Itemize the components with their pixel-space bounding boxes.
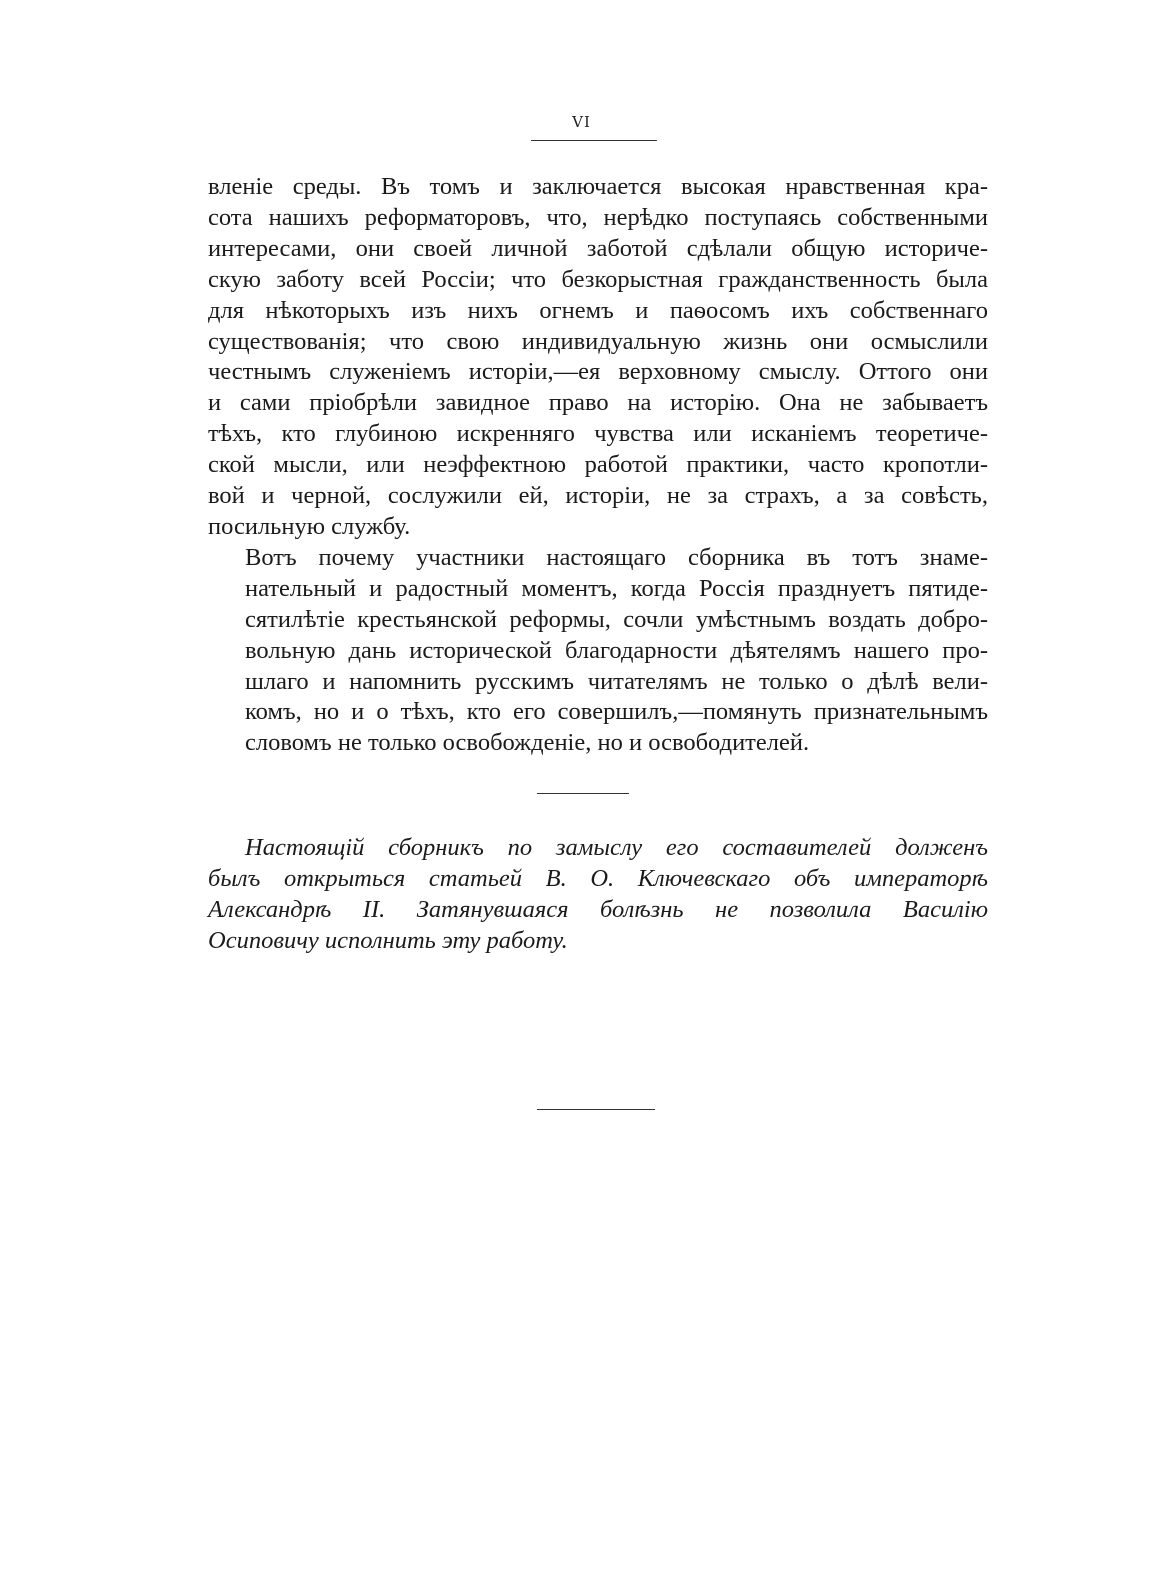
editorial-note	[208, 833, 988, 957]
text-line: вой и черной, сослужили ей, исторіи, не за страхъ, а за совѣсть,	[208, 482, 988, 510]
text-line: комъ, но и о тѣхъ, кто его совершилъ,—помянуть признательнымъ	[245, 698, 988, 726]
note-line: былъ открыться статьей В. О. Ключевскаго объ императорѣ	[208, 864, 988, 892]
text-line: сятилѣтіе крестьянской реформы, сочли умѣстнымъ воздать добро-	[245, 605, 988, 633]
note-line: Настоящій сборникъ по замыслу его составителей долженъ	[245, 834, 988, 861]
text-line: вленіе среды. Въ томъ и заключается высокая нравственная кра-	[208, 173, 988, 200]
text-line: тѣхъ, кто глубиною искренняго чувства или исканіемъ теоретиче-	[208, 420, 988, 448]
text-line: вольную дань исторической благодарности дѣятелямъ нашего про-	[245, 636, 988, 664]
text-line: сота нашихъ реформаторовъ, что, нерѣдко поступаясь собственными	[208, 203, 988, 231]
text-line: существованія; что свою индивидуальную жизнь они осмыслили	[208, 327, 988, 355]
text-line: честнымъ служеніемъ исторіи,—ея верховному смыслу. Оттого они	[208, 358, 988, 386]
text-line: и сами пріобрѣли завидное право на исторію. Она не забываетъ	[208, 389, 988, 417]
note-line: Александрѣ II. Затянувшаяся болѣзнь не позволила Василію	[208, 895, 988, 923]
text-line: интересами, они своей личной заботой сдѣлали общую историче-	[208, 234, 988, 262]
text-line: посильную службу.	[208, 512, 411, 540]
text-line: ской мысли, или неэффектною работой практики, часто кропотли-	[208, 451, 988, 479]
text-line: нательный и радостный моментъ, когда Россія празднуетъ пятиде-	[245, 574, 988, 602]
main-text	[208, 172, 988, 759]
paragraph-2	[208, 543, 988, 759]
text-line: для нѣкоторыхъ изъ нихъ огнемъ и паѳосомъ ихъ собственнаго	[208, 296, 988, 324]
text-line: Вотъ почему участники настоящаго сборника въ тотъ знаме-	[245, 543, 988, 571]
header-rule	[531, 140, 657, 141]
paragraph-1	[208, 172, 988, 543]
section-divider	[537, 793, 629, 794]
text-line: словомъ не только освобожденіе, но и освободителей.	[245, 729, 810, 757]
note-line: Осиповичу исполнить эту работу.	[208, 926, 568, 954]
end-rule	[537, 1109, 655, 1110]
page-number: VI	[572, 113, 591, 131]
text-line: шлаго и напомнить русскимъ читателямъ не только о дѣлѣ вели-	[245, 667, 988, 695]
text-line: скую заботу всей Россіи; что безкорыстная гражданственность была	[208, 265, 988, 293]
